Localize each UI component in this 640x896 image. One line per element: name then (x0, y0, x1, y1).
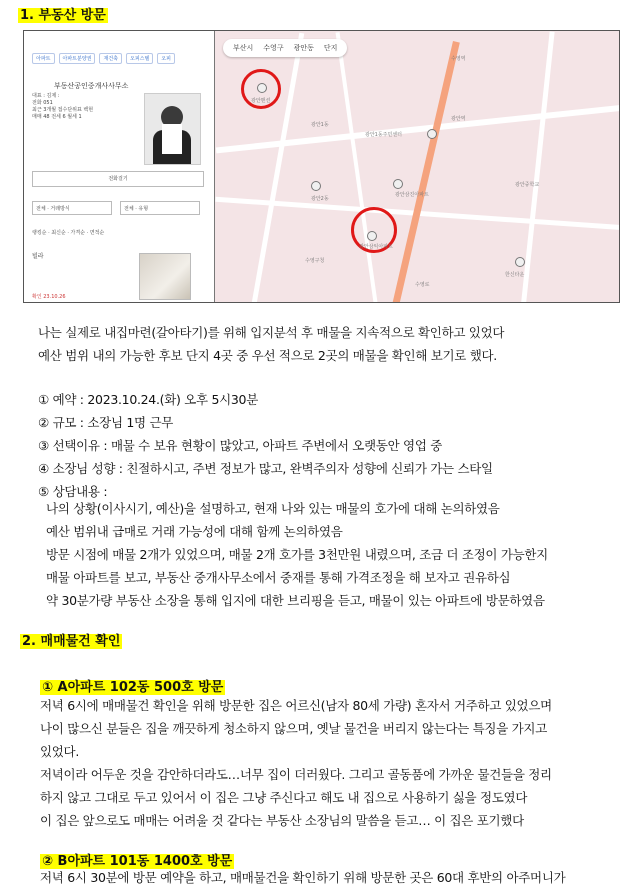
deal-type-select[interactable]: 전체 · 거래방식 (32, 201, 112, 215)
map-label: 광안삼익아파트 (359, 244, 393, 250)
tag-apartment: 아파트 (32, 53, 55, 64)
item-b-body (40, 866, 565, 889)
tag-officetel: 오피스텔 (126, 53, 153, 64)
item-a-line: 이 집은 앞으로도 매매는 어려울 것 같다는 부동산 소장님의 말씀을 듣고… 이 집은 포기했다 (40, 813, 524, 828)
listing-thumbnail (139, 253, 191, 300)
map-marker[interactable] (515, 257, 525, 267)
agent-info-line: 전화 051 (32, 100, 53, 106)
listing-item[interactable]: 빌라 (32, 253, 44, 260)
consult-line: 나의 상황(이사시기, 예산)을 설명하고, 현재 나와 있는 매물의 호가에 대해 논의하였음 (46, 501, 500, 516)
agent-office-name: 부동산공인중개사사무소 (54, 82, 129, 90)
agent-photo (144, 93, 201, 165)
map-label: 수영로 (415, 282, 430, 288)
screenshot-panel (23, 30, 620, 303)
consult-line: 약 30분가량 부동산 소장을 통해 입지에 대한 브리핑을 듣고, 매물이 있는 아파트에 방문하였음 (46, 593, 545, 608)
property-type-select[interactable]: 전체 · 유형 (120, 201, 200, 215)
map-marker[interactable] (393, 179, 403, 189)
map-label: 광안1동 (311, 122, 329, 128)
agent-info-line: 최근 3개월 접수단위표 백현 (32, 107, 94, 113)
tag-office: 오피 (157, 53, 175, 64)
location-dong[interactable]: 광안동 (293, 44, 314, 52)
consult-line: 방문 시점에 매물 2개가 있었으며, 매물 2개 호가를 3천만원 내렸으며, 조금 더 조정이 가능한지 (46, 547, 548, 562)
listing-date: 확인 23.10.26 (32, 294, 66, 300)
map-label: 광안1동주민센터 (365, 132, 402, 138)
detail-reservation: ① 예약 : 2023.10.24.(화) 오후 5시30분 (38, 392, 258, 407)
location-city[interactable]: 부산시 (233, 44, 254, 52)
consult-line: 매물 아파트를 보고, 부동산 중개사무소에서 중재를 통해 가격조정을 해 보자고 권유하심 (46, 570, 511, 585)
item-a-line: 저녁이라 어두운 것을 감안하더라도…너무 집이 더러웠다. 그리고 골동품에 가까운 물건들을 정리 (40, 767, 552, 782)
item-b-line: 저녁 6시 30분에 방문 예약을 하고, 매매물건을 확인하기 위해 방문한 곳은 60대 후반의 아주머니가 (40, 870, 566, 885)
item-a-line: 있었다. (40, 744, 79, 759)
map-location-bar[interactable] (223, 39, 347, 57)
intro-paragraph (38, 321, 504, 367)
item-a-line: 하지 않고 그대로 두고 있어서 이 집은 그냥 주신다고 해도 내 집으로 사용하기 싫을 정도였다 (40, 790, 528, 805)
location-complex[interactable]: 단지 (323, 44, 338, 52)
map-marker[interactable] (427, 129, 437, 139)
intro-line: 나는 실제로 내집마련(갈아타기)를 위해 입지분석 후 매물을 지속적으로 확인하고 있었다 (38, 325, 505, 340)
agent-info-line: 대표 : 김제 : (32, 93, 60, 99)
agent-listing-screenshot (24, 31, 215, 302)
call-button[interactable]: 전화걸기 (32, 171, 204, 187)
sort-filter-row[interactable]: 랭킹순 · 최신순 · 가격순 · 면적순 (32, 230, 105, 236)
item-a-line: 나이 많으신 분들은 집을 깨끗하게 청소하지 않으며, 옛날 물건을 버리지 않는다는 특징을 가지고 (40, 721, 547, 736)
consult-content (46, 497, 548, 612)
map-label: 광안삼진아파트 (395, 192, 429, 198)
map-label: 광안맨션 (251, 98, 271, 104)
map-label: 수영구청 (305, 258, 325, 264)
tag-presale: 아파트분양권 (59, 53, 96, 64)
map-label: 광안역 (451, 116, 466, 122)
detail-reason: ③ 선택이유 : 매물 수 보유 현황이 많았고, 아파트 주변에서 오랫동안 영업 중 (38, 438, 443, 453)
detail-agent-style: ④ 소장님 성향 : 친절하시고, 주변 정보가 많고, 완벽주의자 성향에 신뢰가 가는 스타일 (38, 461, 493, 476)
map-label: 광안2동 (311, 196, 329, 202)
tag-rebuild: 재건축 (99, 53, 122, 64)
item-a-line: 저녁 6시에 매매물건 확인을 위해 방문한 집은 어르신(남자 80세 가량) 혼자서 거주하고 있었으며 (40, 698, 552, 713)
section-title-inspection: 2. 매매물건 확인 (22, 634, 121, 649)
subway-line (392, 41, 460, 302)
map-marker[interactable] (311, 181, 321, 191)
section-title-visit: 1. 부동산 방문 (20, 8, 106, 23)
map-screenshot (215, 31, 619, 302)
map-label: 한신타운 (505, 272, 525, 278)
map-label: 수영역 (451, 56, 466, 62)
item-a-body (40, 694, 552, 832)
detail-consult-heading: ⑤ 상담내용 : (38, 484, 108, 499)
item-b-title: ② B아파트 101동 1400호 방문 (42, 854, 233, 869)
intro-line: 예산 범위 내의 가능한 후보 단지 4곳 중 우선 적으로 2곳의 매물을 확인해 보기로 했다. (38, 348, 497, 363)
item-a-title: ① A아파트 102동 500호 방문 (42, 680, 224, 695)
detail-scale: ② 규모 : 소장님 1명 근무 (38, 415, 174, 430)
visit-details (38, 388, 493, 503)
consult-line: 예산 범위내 급매로 거래 가능성에 대해 함께 논의하였음 (46, 524, 343, 539)
tag-row (32, 53, 175, 64)
agent-info (32, 93, 93, 121)
map-label: 광안중학교 (515, 182, 540, 188)
location-district[interactable]: 수영구 (263, 44, 284, 52)
agent-info-line: 매매 48 전세 6 월세 1 (32, 114, 82, 120)
